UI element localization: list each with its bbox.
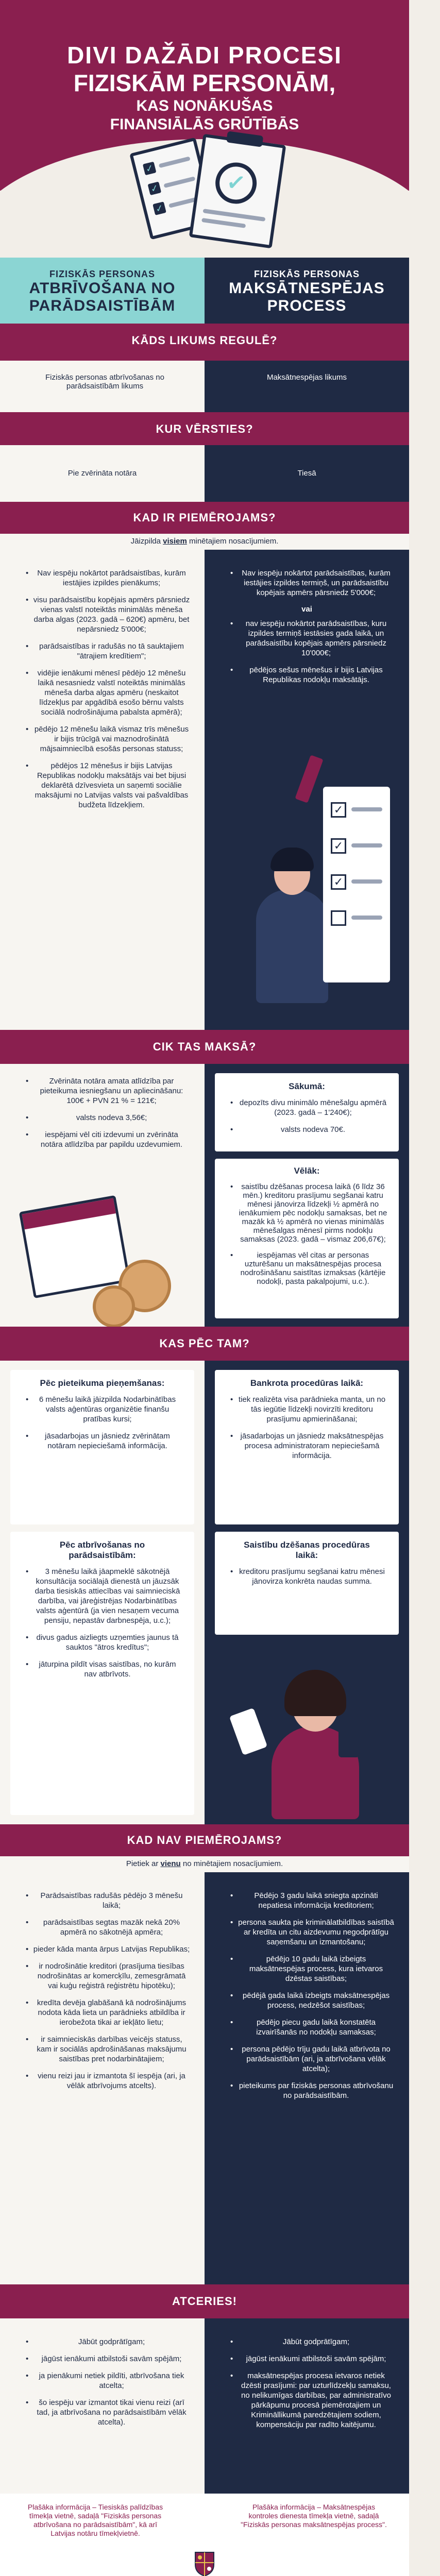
list-item: • jāgūst ienākumi atbilstoši savām spējām;: [33, 2354, 190, 2364]
calendar-coins-illustration: [26, 1203, 180, 1321]
not-apply-right-list: [205, 1891, 409, 2100]
when-apply-right-list-a: [205, 568, 409, 598]
after-left-b-list: [10, 1567, 194, 1679]
title-line-3: KAS NONĀKUŠAS: [136, 97, 273, 114]
list-item: • parādsaistības segtas mazāk nekā 20% apmērā no sākotnējā apmēra;: [33, 1918, 190, 1937]
law-right: [205, 361, 409, 412]
woman-phone-illustration: [235, 1649, 390, 1819]
list-item: • pieteikums par fiziskās personas atbrīvošanu no parādsaistībām.: [238, 2081, 395, 2100]
law-left-text: Fiziskās personas atbrīvošanas no parādsaistībām likums: [45, 373, 164, 391]
left-title-small: FIZISKĀS PERSONAS: [49, 269, 156, 279]
restrictions-row: [0, 2318, 409, 2494]
after-right: [205, 1361, 409, 1824]
footer-left-note: Plašāka informācija – Tiesiskās palīdzības tīmekļa vietnē, sadaļā "Fiziskās personas atbrīvošana no parādsaistībām", kā arī Latvijas notāru tīmekļvietnē.: [27, 2503, 163, 2537]
list-item: • jāsadarbojas un jāsniedz maksātnespējas procesa administratoram nepieciešamā informācija.: [238, 1431, 386, 1461]
restrictions-heading: [0, 2284, 409, 2318]
law-heading-text: KĀDS LIKUMS REGULĒ?: [131, 334, 278, 347]
when-apply-left-list: [0, 568, 205, 810]
list-item: • Nav iespēju nokārtot parādsaistības, kurām iestājies izpildes termiņš, un parādsaistību kopējais apmērs pārsniedz 5'000€;: [238, 568, 395, 598]
footer: [0, 2494, 409, 2576]
list-item: • persona pēdējo trīju gadu laikā atbrīvota no parādsaistībām (ari, ja atbrīvošana vēlāk atcelta);: [238, 2044, 395, 2074]
not-apply-sub-post: no minētajiem nosacījumiem.: [180, 1859, 283, 1868]
after-right-b-list: [215, 1567, 399, 1586]
list-item: • Pēdējo 3 gadu laikā sniegta apzināti nepatiesa informācija kreditoriem;: [238, 1891, 395, 1910]
where-row: [0, 445, 409, 502]
law-right-text: Maksātnespējas likums: [266, 373, 347, 382]
person-checklist-illustration: ✓ ✓ ✓: [225, 756, 400, 1013]
list-item: • parādsaistības ir radušās no tā sauktajiem "ātrajiem kredītiem";: [33, 641, 190, 661]
list-item: • šo iespēju var izmantot tikai vienu reizi (arī tad, ja atbrīvošana no parādsaistībām vēlāk atcelta).: [33, 2398, 190, 2427]
list-item: • jāgūst ienākumi atbilstoši savām spējām;: [238, 2354, 395, 2364]
list-item: • pēdējo 10 gadu laikā izbeigts maksātnespējas process, kura ietvaros dzēstas saistības;: [238, 1954, 395, 1984]
list-item: • valsts nodeva 3,56€;: [33, 1113, 190, 1123]
not-apply-heading-text: KAD NAV PIEMĒROJAMS?: [127, 1834, 282, 1846]
cost-heading-text: CIK TAS MAKSĀ?: [153, 1040, 257, 1053]
when-apply-sub-em: visiem: [163, 537, 187, 546]
list-item: • valsts nodeva 70€.: [238, 1125, 388, 1134]
when-apply-left: [0, 550, 205, 1030]
cost-heading: [0, 1030, 409, 1064]
when-apply-condition: [0, 534, 409, 550]
list-item: • ir nodrošinātie kreditori (prasījuma tiesības nodrošinātas ar komercķīlu, zemesgrāmatā vai kuģu reģistrā reģistrētu hipotēku);: [33, 1961, 190, 1991]
list-item: • pēdējo 12 mēnešu laikā vismaz trīs mēnešus ir bijis trūcīgā vai maznodrošinātā mājsaimniecībā esošās personas statuss;: [33, 724, 190, 754]
list-item: • pēdējā gada laikā izbeigts maksātnespējas process, nedzēšot saistības;: [238, 1991, 395, 2010]
list-item: • kreditoru prasījumu segšanai katru mēnesi jānovirza konkrēta naudas summa.: [238, 1567, 386, 1586]
cost-start-heading: Sākumā:: [289, 1081, 325, 1091]
after-right-a-box: [215, 1370, 399, 1524]
right-title-small: FIZISKĀS PERSONAS: [253, 269, 360, 279]
left-title-large-2: PARĀDSAISTĪBĀM: [29, 297, 176, 314]
list-item: • jāsadarbojas un jāsniedz zvērinātam notāram nepieciešamā informācija.: [33, 1431, 182, 1451]
after-left-a-box: [10, 1370, 194, 1524]
or-label: vai: [301, 605, 312, 614]
title-line-1: DIVI DAŽĀDI PROCESI: [67, 42, 342, 69]
right-title-large-1: MAKSĀTNESPĒJAS: [229, 280, 385, 297]
not-apply-left: [0, 1872, 205, 2284]
where-heading: [0, 412, 409, 445]
where-left-text: Pie zvērināta notāra: [67, 469, 137, 478]
law-heading: [0, 324, 409, 361]
list-item: • divus gadus aizliegts uzņemties jaunus tā sauktos "ātros kredītus";: [33, 1633, 182, 1652]
list-item: • persona saukta pie kriminālatbildības saistībā ar kredīta un citu aizdevumu negodprātīgu saņemšanu un izmantošanu;: [238, 1918, 395, 1947]
when-apply-heading-text: KAD IR PIEMĒROJAMS?: [133, 511, 276, 524]
after-left: [0, 1361, 205, 1824]
list-item: • Jābūt godprātīgam;: [238, 2337, 395, 2347]
after-right-b-heading: Saistību dzēšanas procedūras laikā:: [244, 1540, 370, 1560]
cost-left-list: [0, 1076, 205, 1149]
where-left: [0, 445, 205, 502]
list-item: • vidējie ienākumi mēnesī pēdējo 12 mēnešu laikā nesasniedz valstī noteiktās minimālās mēneša darba algas apmēru (neskaitot līdzekļus par apgādībā esošo bērnu valsts sociālā nodrošinājuma pabalsta apmērā);: [33, 668, 190, 717]
when-apply-right: [205, 550, 409, 1030]
not-apply-right: [205, 1872, 409, 2284]
list-item: • iespējami vēl citi izdevumi un zvērināta notāra atlīdzība par papildu uzdevumiem.: [33, 1130, 190, 1149]
cost-row: [0, 1064, 409, 1327]
cost-later-box: [215, 1159, 399, 1318]
list-item: • iespējamas vēl citas ar personas uzturēšanu un maksātnespējas procesa nodrošināšanu saistītas izmaksas (kārtējie nodokļi, pasta pakalpojumi, u.c.).: [238, 1251, 388, 1286]
list-item: • Parādsaistības radušās pēdējo 3 mēnešu laikā;: [33, 1891, 190, 1910]
not-apply-sub-pre: Pietiek ar: [126, 1859, 161, 1868]
when-apply-heading: [0, 502, 409, 534]
title-line-4: FINANSIĀLĀS GRŪTĪBĀS: [110, 116, 299, 133]
after-right-b-box: [215, 1532, 399, 1635]
not-apply-sub-em: vienu: [160, 1859, 181, 1868]
after-left-b-heading: Pēc atbrīvošanas no parādsaistībām:: [59, 1540, 145, 1560]
cost-left: [0, 1064, 205, 1327]
left-title-large-1: ATBRĪVOŠANA NO: [29, 280, 176, 297]
restrictions-left-list: [0, 2337, 205, 2427]
list-item: • pēdējo piecu gadu laikā konstatēta izvairīšanās no nodokļu samaksas;: [238, 2018, 395, 2037]
where-right-text: Tiesā: [297, 469, 316, 478]
cost-start-box: [215, 1073, 399, 1151]
after-right-a-heading: Bankrota procedūras laikā:: [250, 1378, 364, 1388]
list-item: • saistību dzēšanas procesa laikā (6 līdz 36 mēn.) kreditoru prasījumu segšanai katru mēnesi jānovirza līdzekļi ½ apmērā no ienākumiem pēc nodokļu samaksas, bet ne mazāk kā ½ apmērā no vienas minimālās mēnešalgas mēnesī pirms nodokļu samaksas (2023. gadā – vismaz 206,67€);: [238, 1182, 388, 1244]
after-left-a-list: [10, 1395, 194, 1451]
list-item: • pēdējos 12 mēnešus ir bijis Latvijas Republikas nodokļu maksātājs vai bet bijusi deklarētā dzīvesvieta un saņemti sociālie maksājumi no Latvijas valsts vai pašvaldības budžeta līdzekļiem.: [33, 761, 190, 810]
list-item: • 3 mēnešu laikā jāapmeklē sākotnējā konsultācija sociālajā dienestā un jāuzsāk darba tiesiskās attiecības vai saimnieciskā darbība, vai jāreģistrējas Nodarbinātības valsts aģentūrā (ja vien nesaņem vecuma pensiju, nepastāv darbnespēja, u.c.);: [33, 1567, 182, 1625]
cost-right: [205, 1064, 409, 1327]
cost-later-heading: Vēlāk:: [294, 1166, 320, 1176]
right-column-title: [205, 258, 409, 324]
after-left-a-heading: Pēc pieteikuma pieņemšanas:: [40, 1378, 165, 1388]
list-item: • Jābūt godprātīgam;: [33, 2337, 190, 2347]
restrictions-heading-text: ATCERIES!: [172, 2295, 237, 2308]
left-column-title: [0, 258, 205, 324]
after-heading: [0, 1327, 409, 1361]
title-line-2: FIZISKĀM PERSONĀM,: [73, 70, 336, 96]
list-item: • pieder kāda manta ārpus Latvijas Republikas;: [33, 1944, 190, 1954]
after-left-b-box: [10, 1532, 194, 1815]
law-left: [0, 361, 205, 412]
not-apply-left-list: [0, 1891, 205, 2091]
list-item: • vienu reizi jau ir izmantota šī iespēja (ari, ja vēlāk atbrīvojums atcelts).: [33, 2071, 190, 2091]
after-heading-text: KAS PĒC TAM?: [159, 1337, 250, 1350]
when-apply-row: [0, 550, 409, 1030]
when-apply-sub-post: minētajiem nosacījumiem.: [187, 537, 279, 546]
not-apply-heading: [0, 1824, 409, 1856]
list-item: • Zvērināta notāra amata atlīdzība par pieteikuma iesniegšanu un apliecināšanu: 100€ + PVN 21 % = 121€;: [33, 1076, 190, 1106]
list-item: • depozīts divu minimālo mēnešalgu apmērā (2023. gadā – 1'240€);: [238, 1098, 388, 1117]
restrictions-left: [0, 2318, 205, 2494]
hero: [0, 0, 409, 324]
coat-of-arms-icon: [193, 2550, 216, 2576]
list-item: • pēdējos sešus mēnešus ir bijis Latvijas Republikas nodokļu maksātājs.: [238, 665, 395, 685]
hero-title: [0, 41, 409, 134]
list-item: • nav iespēju nokārtot parādsaistības, kuru izpildes termiņš iestāsies gada laikā, un parādsaistību kopējais apmērs pārsniedz 10'000€;: [238, 619, 395, 658]
not-apply-row: [0, 1872, 409, 2284]
when-apply-right-list-b: [205, 619, 409, 685]
when-apply-sub-pre: Jāizpilda: [130, 537, 163, 546]
list-item: • ir saimnieciskās darbības veicējs statuss, kam ir sociālās apdrošināšanas maksājumu saistības pret nodarbinātajiem;: [33, 2035, 190, 2064]
list-item: • kredīta devēja glabāšanā kā nodrošinājums nodota kāda lieta un parādnieks atbildība ir ierobežota tikai ar iekļāto lietu;: [33, 1998, 190, 2027]
cost-later-list: [215, 1182, 399, 1286]
right-title-large-2: PROCESS: [267, 297, 347, 314]
footer-right-note: Plašāka informācija – Maksātnespējas kontroles dienesta tīmekļa vietnē, sadaļā "Fiziskās personas maksātnespējas process".: [241, 2503, 387, 2529]
list-item: • jāturpina pildīt visas saistības, no kurām nav atbrīvots.: [33, 1659, 182, 1679]
clipboard-illustration: ✓ ✓ ✓ ✓: [119, 129, 294, 263]
cost-start-list: [215, 1098, 399, 1134]
list-item: • tiek realizēta visa parādnieka manta, un no tās iegūtie līdzekļi novirzīti kreditoru prasījumu apmierināšanai;: [238, 1395, 386, 1424]
restrictions-right-list: [205, 2337, 409, 2430]
where-right: [205, 445, 409, 502]
list-item: • 6 mēnešu laikā jāizpilda Nodarbinātības valsts aģentūras organizētie finanšu pratības kursi;: [33, 1395, 182, 1424]
list-item: • Nav iespēju nokārtot parādsaistības, kurām iestājies izpildes pienākums;: [33, 568, 190, 588]
list-item: • ja pienākumi netiek pildīti, atbrīvošana tiek atcelta;: [33, 2371, 190, 2391]
law-row: [0, 361, 409, 412]
after-row: [0, 1361, 409, 1824]
where-heading-text: KUR VĒRSTIES?: [156, 422, 253, 435]
after-right-a-list: [215, 1395, 399, 1461]
list-item: • visu parādsaistību kopējais apmērs pārsniedz vienas valstī noteiktās minimālās mēneša darba algas (2023. gadā – 620€) apmēru, bet nepārsniedz 5'000€;: [33, 595, 190, 634]
list-item: • maksātnespējas procesa ietvaros netiek dzēsti prasījumi: par uzturlīdzekļu samaksu, no nelikumīgas darbības, par administratīvo pārkāpumu procesā piemērotajiem un Krimināllikumā paredzētajiem sodiem, kompensāciju par radīto kaitējumu.: [238, 2371, 395, 2430]
restrictions-right: [205, 2318, 409, 2494]
not-apply-condition: [0, 1856, 409, 1872]
